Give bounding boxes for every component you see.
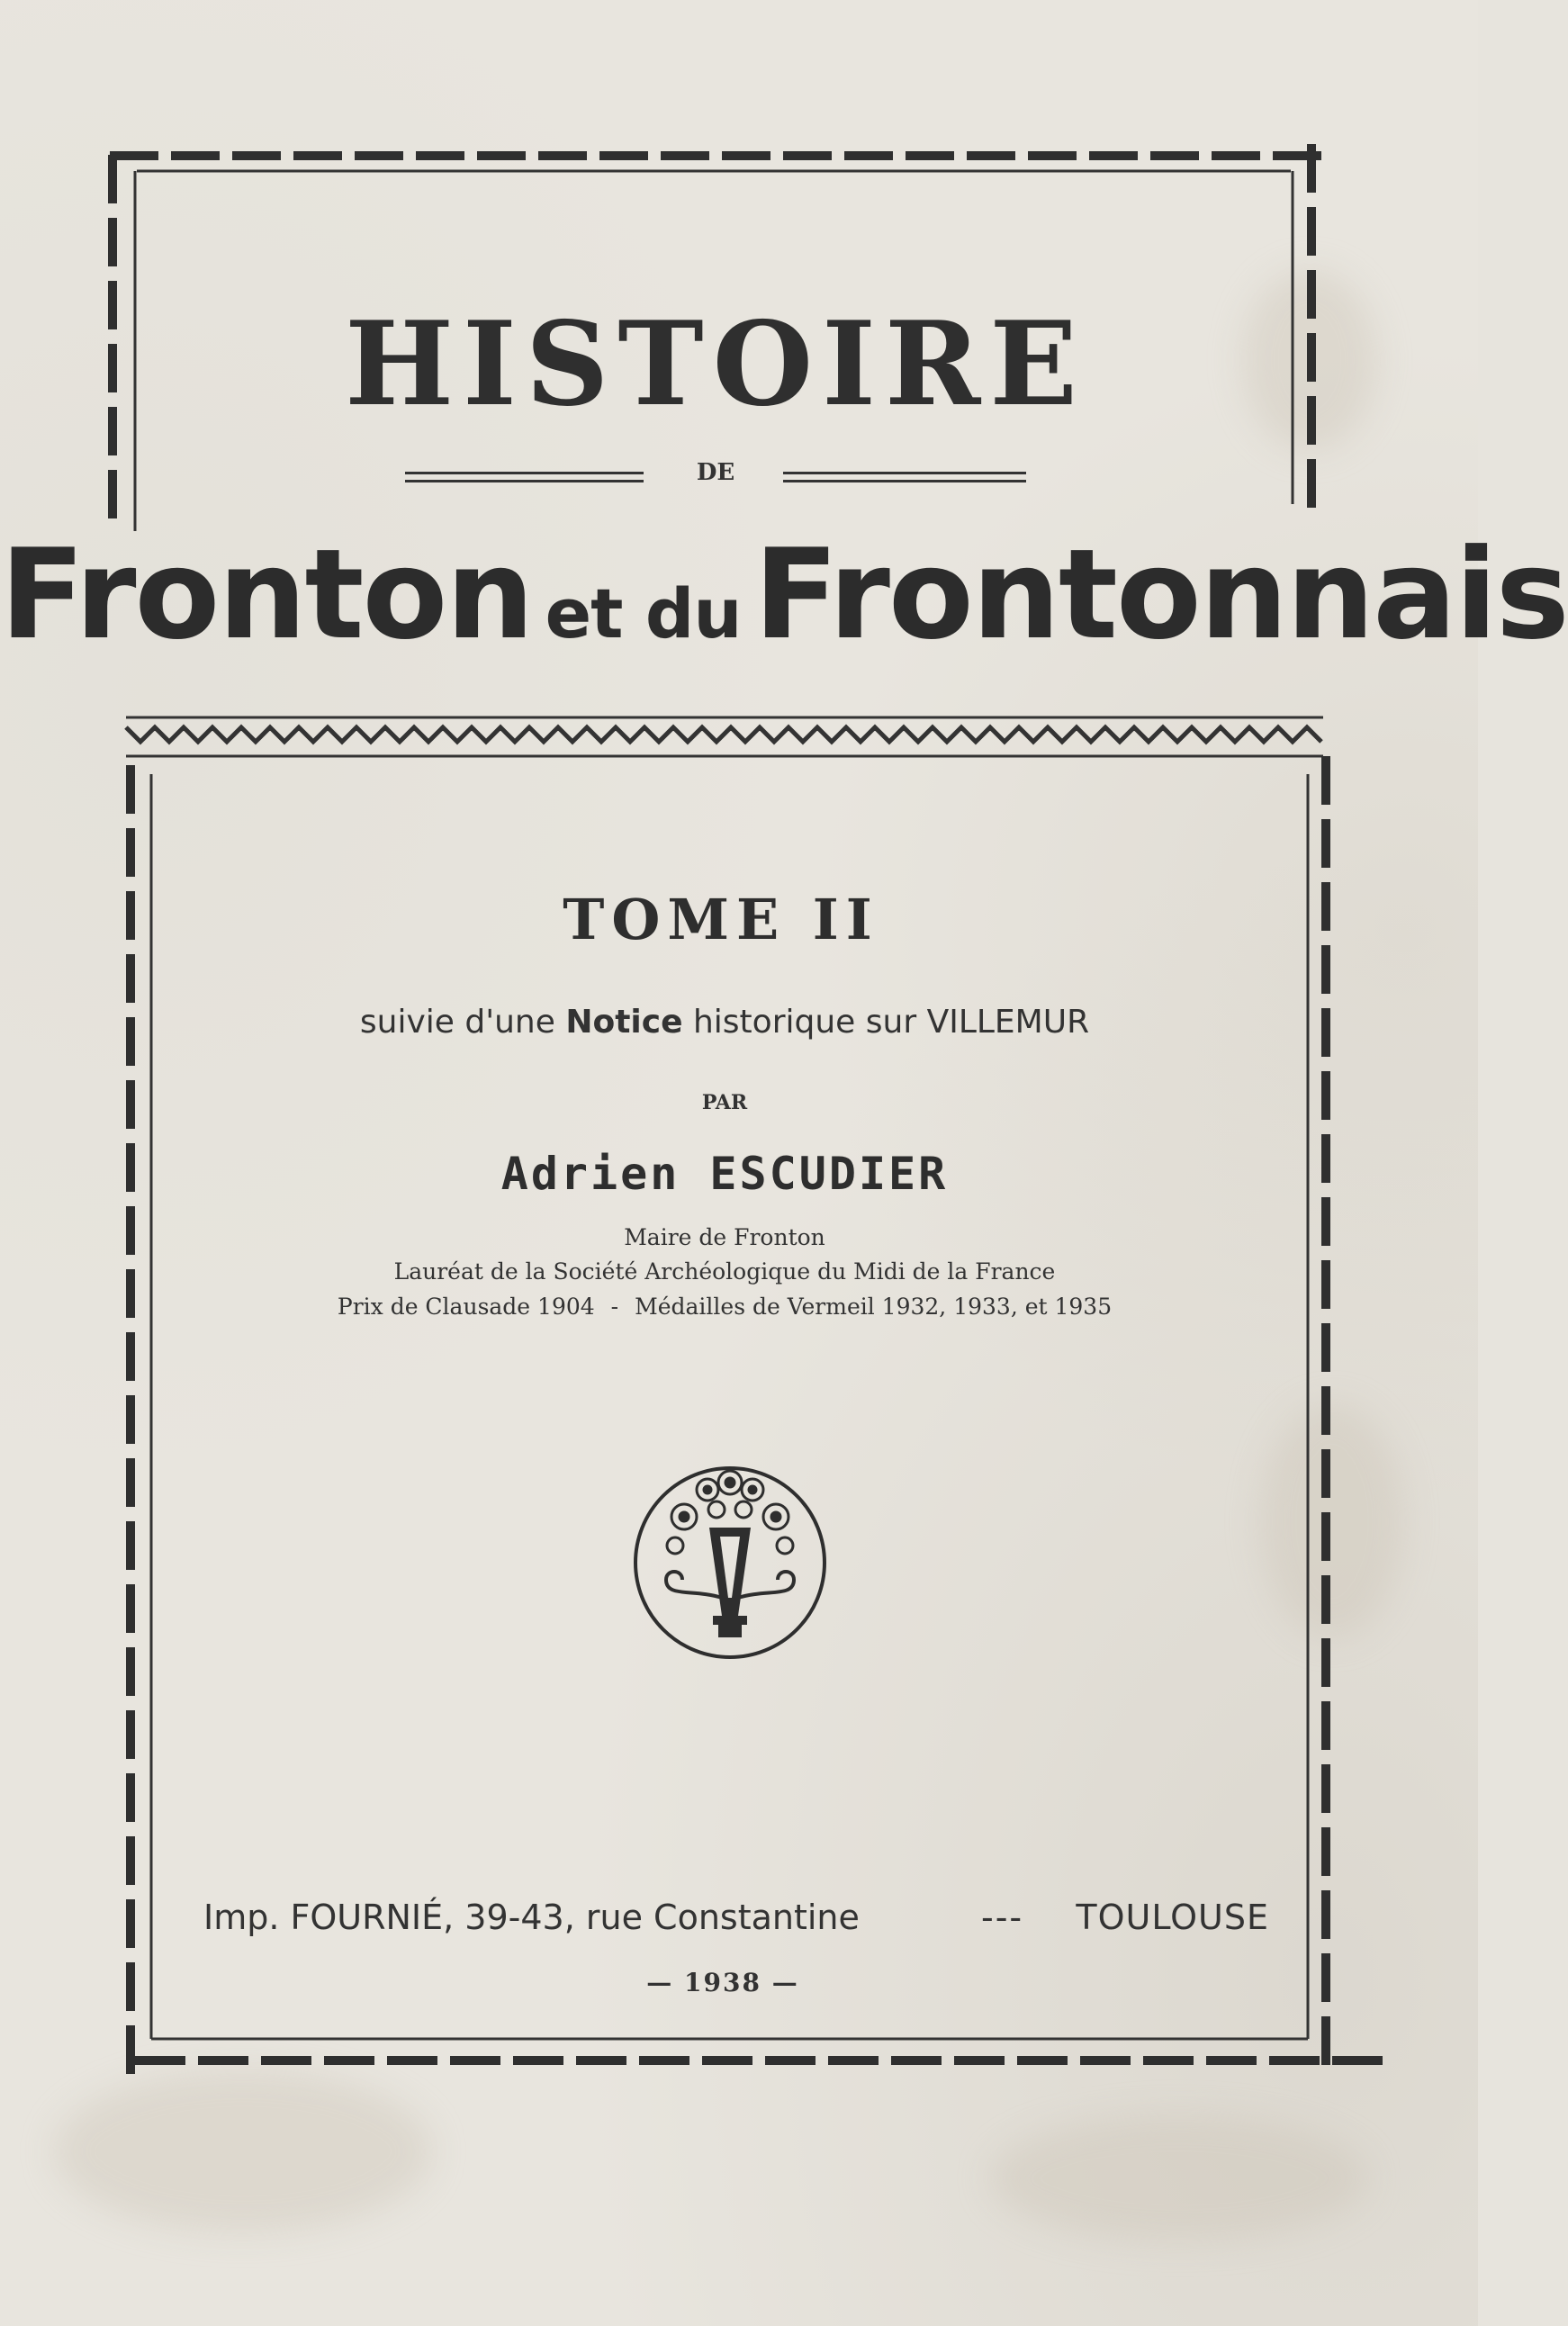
title-connector: et du	[545, 573, 742, 654]
prize-medals: Médailles de Vermeil 1932, 1933, et 1935	[635, 1294, 1113, 1320]
title-part-2: Frontonnais	[753, 522, 1568, 667]
subtitle	[0, 1004, 1464, 1041]
subtitle-suffix: historique sur VILLEMUR	[692, 1004, 1090, 1041]
flower-vase-emblem-icon	[630, 1463, 830, 1663]
subtitle-prefix: suivie d'une	[359, 1004, 555, 1041]
printer-separator: ---	[981, 1898, 1024, 1937]
prize-separator: -	[610, 1294, 619, 1320]
title-fronton	[0, 522, 1568, 667]
volume-label: TOME II	[563, 887, 879, 952]
author-credential-prizes	[0, 1294, 1464, 1320]
title-de: DE	[696, 459, 735, 486]
subtitle-emphasis: Notice	[565, 1004, 683, 1041]
printer-city: TOULOUSE	[1076, 1898, 1269, 1937]
author-name: Adrien ESCUDIER	[500, 1148, 949, 1200]
title-part-1: Fronton	[0, 522, 533, 667]
printer-address: Imp. FOURNIÉ, 39-43, rue Constantine	[203, 1898, 860, 1937]
title-de-row	[405, 459, 1026, 495]
author-credential-laureate: Lauréat de la Société Archéologique du Midi de la France	[393, 1258, 1056, 1285]
rule-right	[783, 472, 1026, 474]
publication-year: — 1938 —	[646, 1968, 799, 1997]
prize-clausade: Prix de Clausade 1904	[337, 1294, 595, 1320]
author-credential-mayor: Maire de Fronton	[624, 1224, 825, 1250]
printer-imprint	[203, 1898, 1269, 1943]
title-histoire: HISTOIRE	[345, 297, 1086, 432]
by-label: PAR	[701, 1091, 748, 1114]
